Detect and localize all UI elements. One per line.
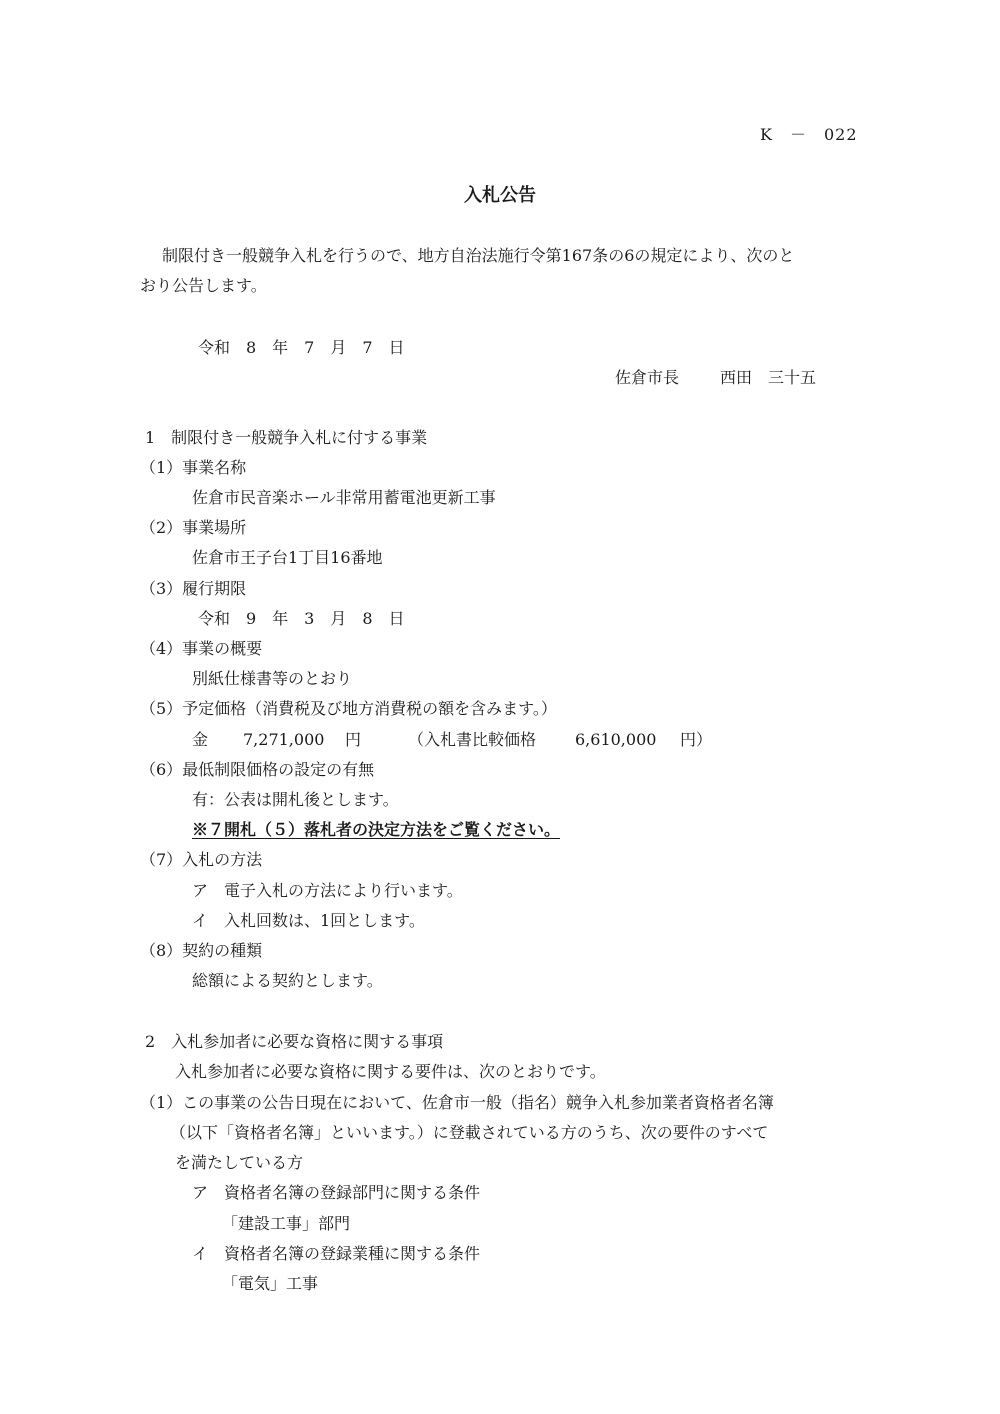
section-2-intro: 入札参加者に必要な資格に関する要件は、次のとおりです。: [175, 1062, 606, 1081]
section-2-item-1-line-3: を満たしている方: [175, 1153, 304, 1172]
item-2-value: 佐倉市王子台1丁目16番地: [192, 548, 383, 567]
compare-price-amount: 6,610,000: [575, 730, 657, 749]
item-7-label: （7）入札の方法: [140, 850, 263, 869]
condition-a-label: ア 資格者名簿の登録部門に関する条件: [192, 1183, 481, 1202]
condition-b-value: 「電気」工事: [222, 1274, 319, 1293]
price-unit: 円: [345, 730, 362, 749]
document-number: K － 022: [760, 125, 858, 144]
page-title: 入札公告: [464, 185, 536, 206]
section-2-item-1-line-1: （1）この事業の公告日現在において、佐倉市一般（指名）競争入札参加業者資格者名簿: [140, 1093, 774, 1112]
intro-line-2: おり公告します。: [140, 276, 267, 295]
item-2-label: （2）事業場所: [140, 518, 247, 537]
notice-date: 令和 8 年 7 月 7 日: [198, 338, 405, 357]
compare-price-label: （入札書比較価格: [408, 730, 537, 749]
condition-b-label: イ 資格者名簿の登録業種に関する条件: [192, 1244, 481, 1263]
item-8-value: 総額による契約とします。: [192, 971, 383, 990]
section-2-item-1-line-2: （以下「資格者名簿」といいます。）に登載されている方のうち、次の要件のすべて: [170, 1123, 769, 1142]
issuer-name: 西田 三十五: [720, 368, 817, 387]
item-3-label: （3）履行期限: [140, 579, 247, 598]
section-2-heading: 2 入札参加者に必要な資格に関する事項: [145, 1032, 444, 1051]
item-6-note: ※７開札（５）落札者の決定方法をご覧ください。: [192, 820, 561, 839]
item-8-label: （8）契約の種類: [140, 941, 263, 960]
item-7-a: ア 電子入札の方法により行います。: [192, 881, 463, 900]
intro-line-1: 制限付き一般競争入札を行うので、地方自治法施行令第167条の6の規定により、次のと: [162, 246, 795, 265]
item-4-value: 別紙仕様書等のとおり: [192, 669, 353, 688]
item-4-label: （4）事業の概要: [140, 639, 263, 658]
item-1-label: （1）事業名称: [140, 458, 247, 477]
item-6-label: （6）最低制限価格の設定の有無: [140, 760, 375, 779]
item-7-b: イ 入札回数は、1回とします。: [192, 911, 425, 930]
price-prefix: 金: [192, 730, 209, 749]
compare-price-unit: 円）: [680, 730, 713, 749]
item-1-value: 佐倉市民音楽ホール非常用蓄電池更新工事: [192, 488, 496, 507]
item-3-value: 令和 9 年 3 月 8 日: [198, 609, 405, 628]
condition-a-value: 「建設工事」部門: [222, 1214, 351, 1233]
issuer-position: 佐倉市長: [615, 368, 680, 387]
item-5-label: （5）予定価格（消費税及び地方消費税の額を含みます。）: [140, 699, 557, 718]
section-1-heading: 1 制限付き一般競争入札に付する事業: [145, 428, 428, 447]
item-6-value: 有：公表は開札後とします。: [192, 790, 399, 809]
price-amount: 7,271,000: [243, 730, 325, 749]
